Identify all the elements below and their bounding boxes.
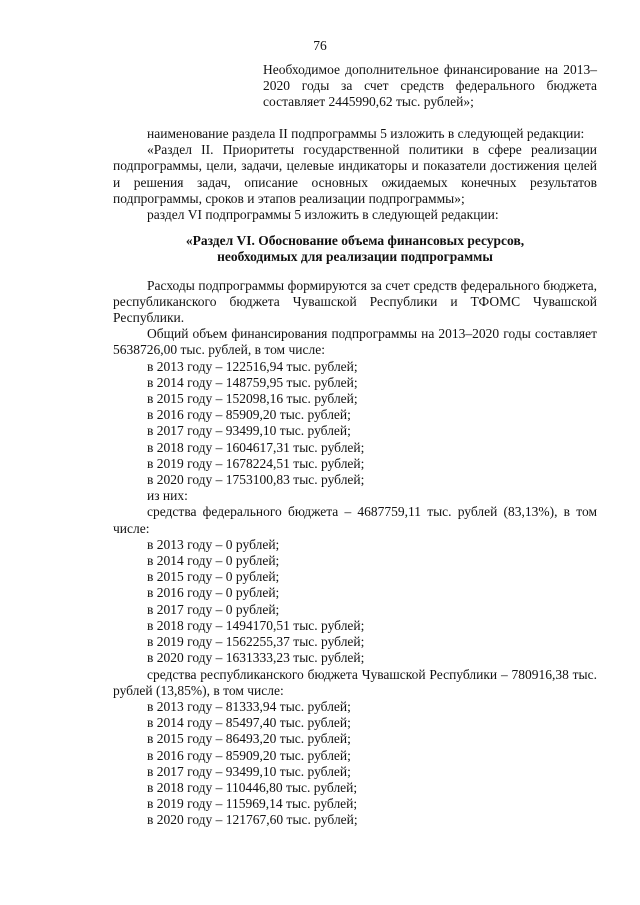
list-item: в 2016 году – 0 рублей; [147, 585, 280, 601]
list-item: в 2020 году – 121767,60 тыс. рублей; [147, 812, 358, 828]
list-item: в 2015 году – 0 рублей; [147, 569, 280, 585]
quoted-financing-note: Необходимое дополнительное финансирование на 2013–2020 годы за счет средств федерального бюджета составляет 2445990,62 тыс. рублей»; [263, 62, 597, 110]
of-them-label: из них: [147, 488, 188, 504]
list-item: в 2014 году – 0 рублей; [147, 553, 280, 569]
list-item: в 2014 году – 148759,95 тыс. рублей; [147, 374, 358, 390]
list-item: в 2019 году – 1678224,51 тыс. рублей; [147, 455, 365, 471]
main-text [113, 126, 597, 829]
list-item: в 2018 году – 1494170,51 тыс. рублей; [147, 617, 365, 633]
list-item: в 2013 году – 81333,94 тыс. рублей; [147, 698, 351, 714]
list-item: в 2019 году – 1562255,37 тыс. рублей; [147, 634, 365, 650]
list-item: в 2015 году – 86493,20 тыс. рублей; [147, 731, 351, 747]
page-number: 76 [313, 38, 327, 53]
list-item: в 2013 году – 122516,94 тыс. рублей; [147, 358, 358, 374]
paragraph-rename-section-ii: наименование раздела II подпрограммы 5 изложить в следующей редакции: [147, 126, 585, 141]
total-by-year-list [113, 359, 597, 489]
paragraph-section-vi-intro: раздел VI подпрограммы 5 изложить в следующей редакции: [147, 207, 499, 223]
federal-by-year-list [113, 537, 597, 667]
list-item: в 2017 году – 0 рублей; [147, 601, 280, 617]
paragraph-section-ii-title: «Раздел II. Приоритеты государственной политики в сфере реализации подпрограммы, цели, задачи, целевые индикаторы и показатели достижения целей и решения задач, описание основных ожидаемых конечных результатов подпрограммы, сроков и этапов реализации подпрограммы»; [113, 142, 597, 206]
section-vi-heading-line1: «Раздел VI. Обоснование объема финансовых ресурсов, [185, 233, 525, 249]
list-item: в 2020 году – 1631333,23 тыс. рублей; [147, 650, 365, 666]
paragraph-federal-budget: средства федерального бюджета – 4687759,11 тыс. рублей (83,13%), в том числе: [113, 504, 597, 536]
section-vi-heading-line2: необходимых для реализации подпрограммы [217, 249, 493, 265]
list-item: в 2017 году – 93499,10 тыс. рублей; [147, 763, 351, 779]
list-item: в 2017 году – 93499,10 тыс. рублей; [147, 423, 351, 439]
list-item: в 2018 году – 1604617,31 тыс. рублей; [147, 439, 365, 455]
list-item: в 2018 году – 110446,80 тыс. рублей; [147, 779, 358, 795]
section-vi-heading [113, 233, 597, 265]
republican-by-year-list [113, 699, 597, 829]
list-item: в 2016 году – 85909,20 тыс. рублей; [147, 747, 351, 763]
list-item: в 2019 году – 115969,14 тыс. рублей; [147, 796, 358, 812]
list-item: в 2020 году – 1753100,83 тыс. рублей; [147, 472, 365, 488]
paragraph-expenses-sources: Расходы подпрограммы формируются за счет средств федерального бюджета, республиканского бюджета Чувашской Республики и ТФОМС Чувашской Республики. [113, 277, 597, 326]
paragraph-republican-budget: средства республиканского бюджета Чувашской Республики – 780916,38 тыс. рублей (13,85%), в том числе: [113, 666, 597, 698]
list-item: в 2016 году – 85909,20 тыс. рублей; [147, 407, 351, 423]
list-item: в 2013 году – 0 рублей; [147, 536, 280, 552]
list-item: в 2015 году – 152098,16 тыс. рублей; [147, 391, 358, 407]
list-item: в 2014 году – 85497,40 тыс. рублей; [147, 715, 351, 731]
paragraph-total-financing: Общий объем финансирования подпрограммы на 2013–2020 годы составляет 5638726,00 тыс. рублей, в том числе: [113, 326, 597, 358]
